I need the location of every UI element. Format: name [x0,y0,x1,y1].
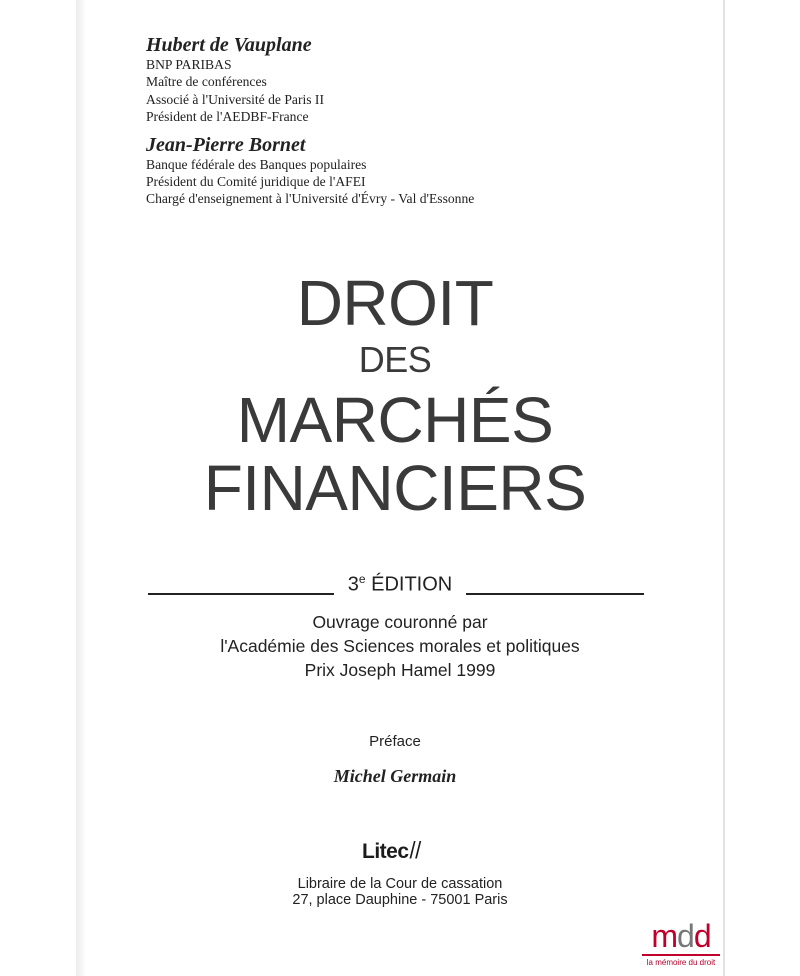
authors-block [146,34,474,208]
preface-author: Michel Germain [333,766,457,786]
author-name: Jean-Pierre Bornet [146,133,306,156]
edition-label [335,572,465,597]
award-line: Ouvrage couronné par [312,612,488,632]
publisher-logo-mark: // [409,836,421,865]
book-title-line-4: FINANCIERS [203,452,587,524]
award-line: l'Académie des Sciences morales et politiques [220,636,580,656]
publisher-address: 27, place Dauphine - 75001 Paris [292,892,508,908]
mdd-tagline: la mémoire du droit [646,958,716,967]
publisher-logo [362,838,421,864]
edition-word: ÉDITION [371,573,453,596]
page-right-edge [723,0,725,976]
author-name: Hubert de Vauplane [146,34,312,56]
book-title-line-1: DROIT [296,267,494,339]
author-2 [146,134,474,208]
book-title-line-3: MARCHÉS [236,384,554,456]
author-affiliation: Associé à l'Université de Paris II [146,91,324,107]
page-binding-edge [76,0,86,976]
preface-label: Préface [369,733,421,750]
publisher-logo-text: Litec [362,840,409,863]
mdd-watermark [636,920,726,967]
author-affiliation: Banque fédérale des Banques populaires [146,156,367,172]
mdd-logo-d: d [677,918,694,954]
edition-rule-left [148,593,334,595]
mdd-logo-d: d [693,918,711,954]
book-title-line-2: DES [358,339,432,380]
mdd-rule [642,954,720,956]
mdd-logo-m: m [651,918,678,954]
edition-rule-right [466,593,644,595]
edition-number: 3 [347,573,359,596]
author-1 [146,34,474,126]
award-line: Prix Joseph Hamel 1999 [304,660,496,680]
author-affiliation: Président du Comité juridique de l'AFEI [146,174,366,190]
edition-superscript: e [358,572,366,586]
mdd-logo [636,920,726,952]
author-affiliation: Maître de conférences [146,74,267,90]
publisher-line: Libraire de la Cour de cassation [297,876,503,892]
author-affiliation: Chargé d'enseignement à l'Université d'Évry - Val d'Essonne [146,191,475,207]
author-affiliation: BNP PARIBAS [146,57,232,72]
author-affiliation: Président de l'AEDBF-France [146,109,309,125]
